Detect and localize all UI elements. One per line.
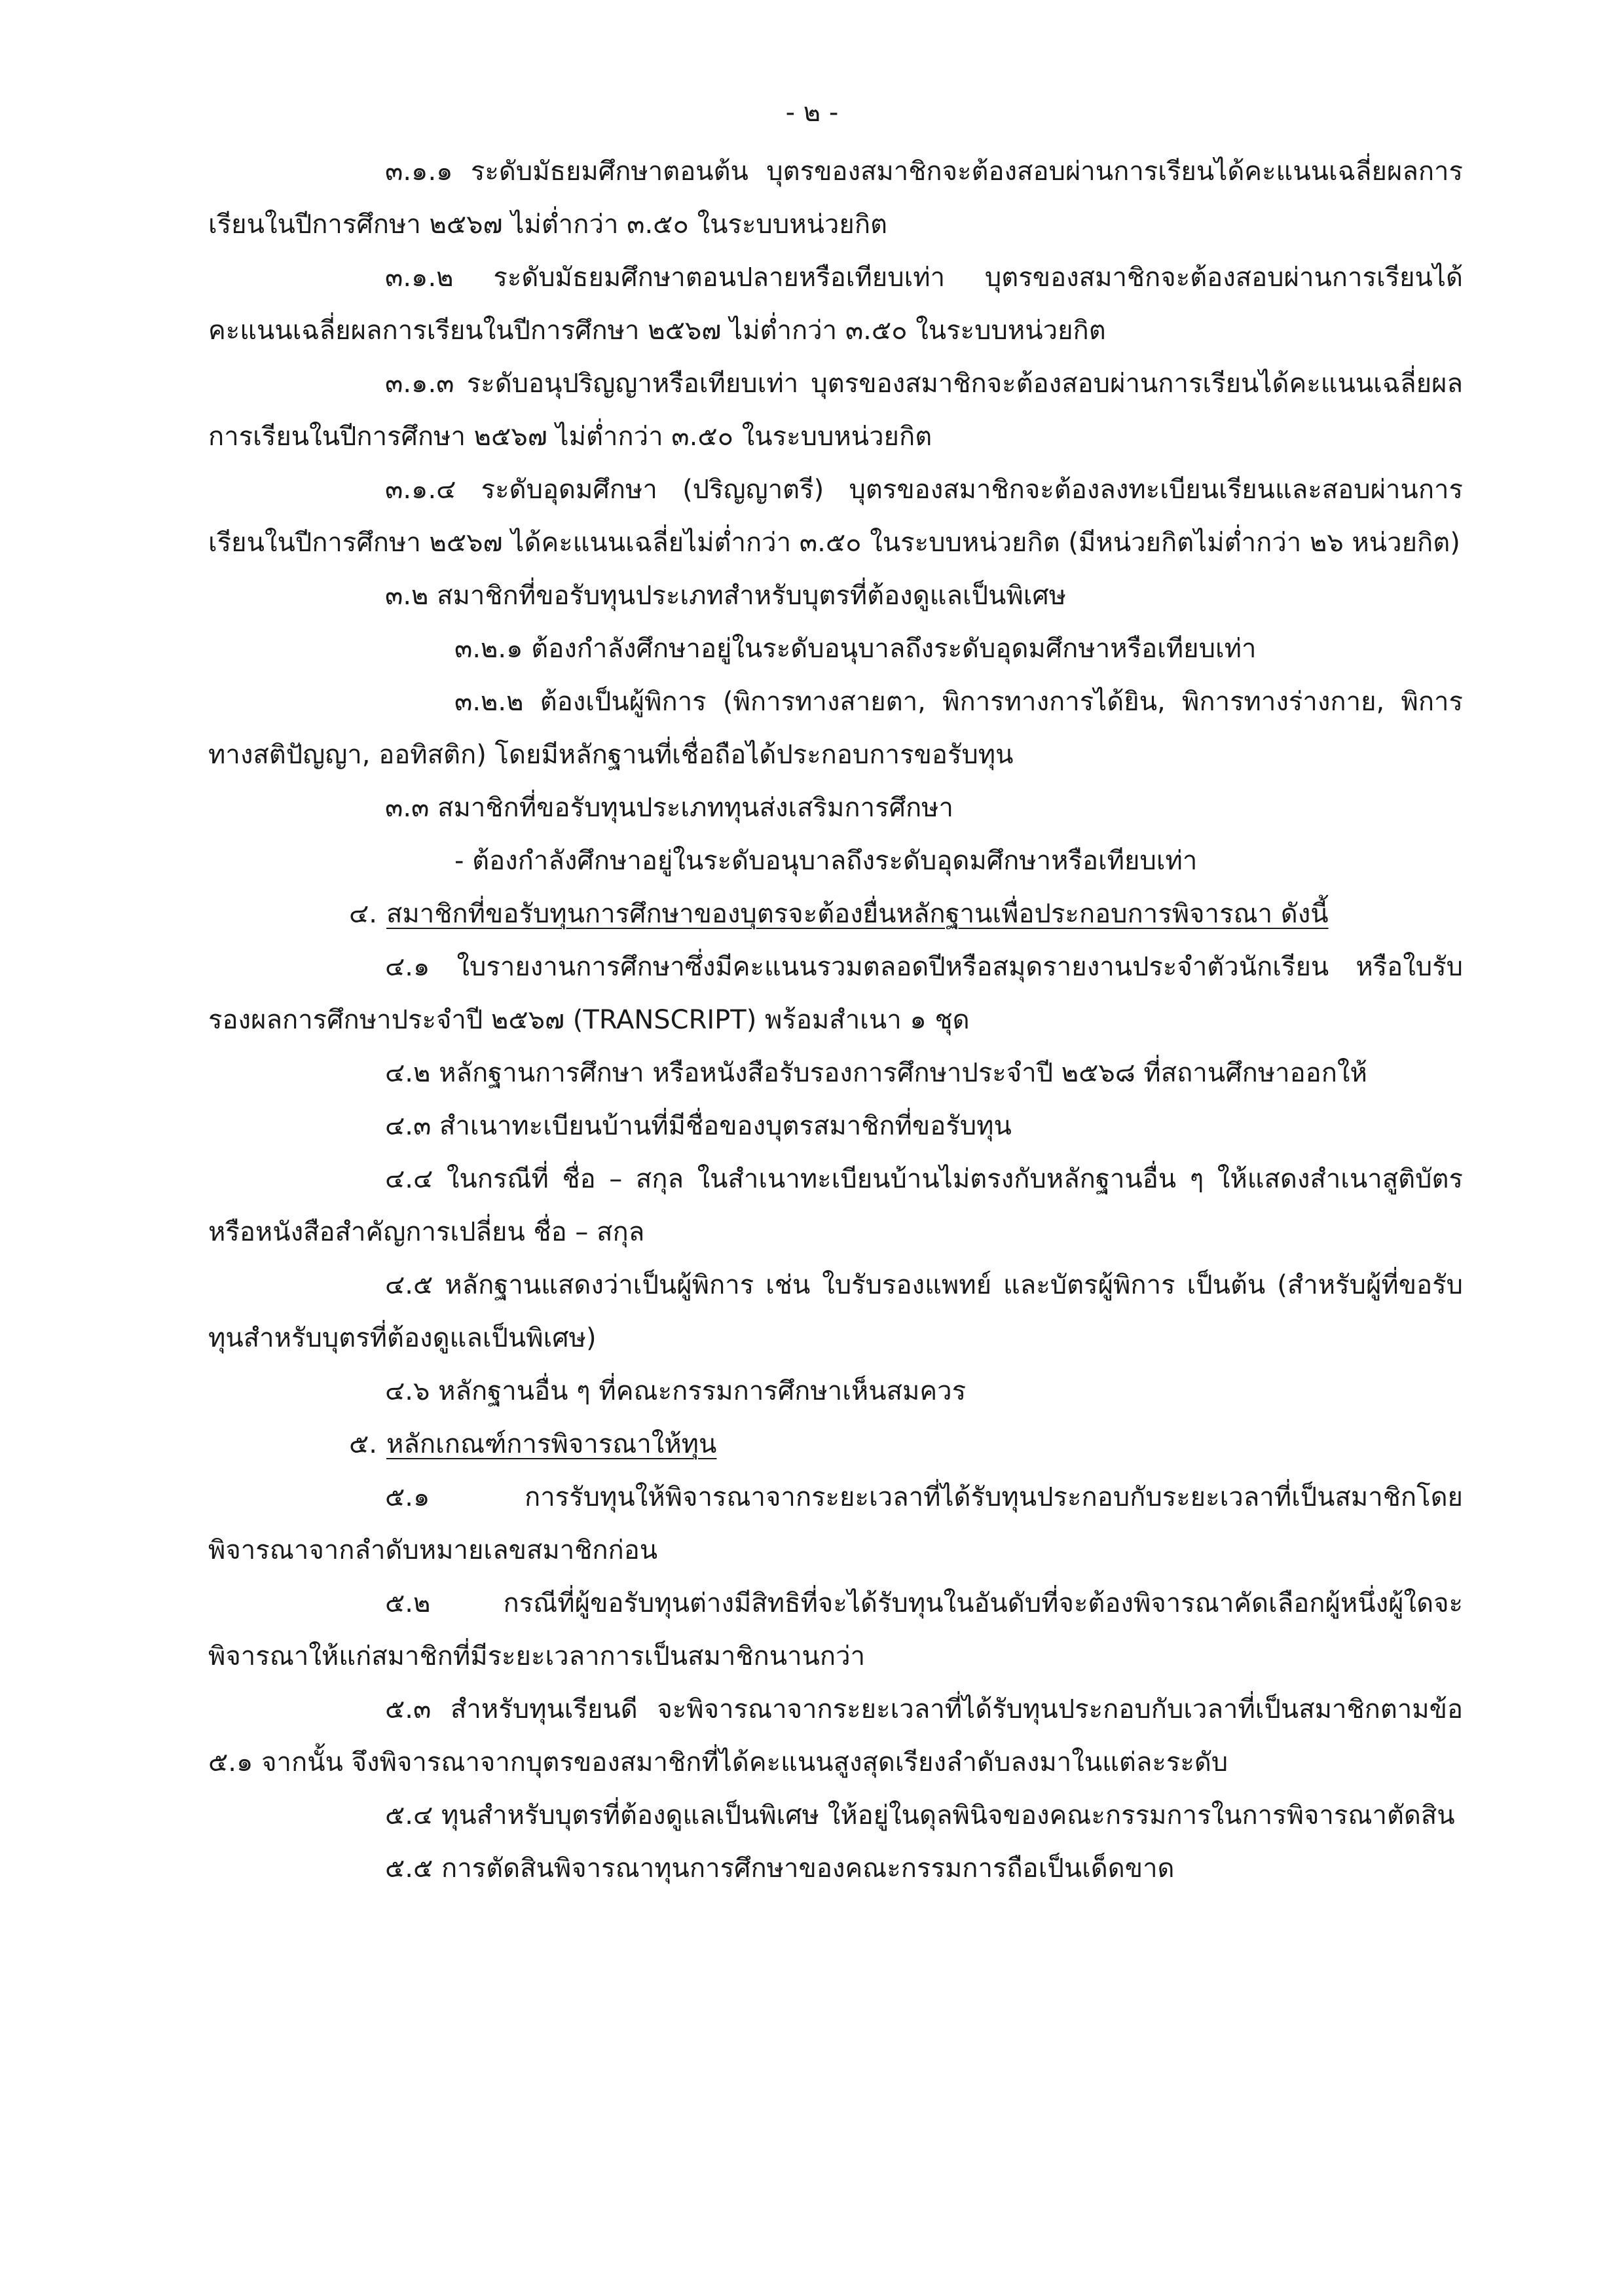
clause-4-4: ๔.๔ ในกรณีที่ ชื่อ – สกุล ในสำเนาทะเบียนบ้านไม่ตรงกับหลักฐานอื่น ๆ ให้แสดงสำเนาสูติบัตร หรือหนังสือสำคัญการเปลี่ยน ชื่อ – สกุล — [208, 1164, 1463, 1247]
clause-3-1-4: ๓.๑.๔ ระดับอุดมศึกษา (ปริญญาตรี) บุตรของสมาชิกจะต้องลงทะเบียนเรียนและสอบผ่านการเรียนในปีการศึกษา ๒๕๖๗ ได้คะแนนเฉลี่ยไม่ต่ำกว่า ๓.๕๐ ในระบบหน่วยกิต (มีหน่วยกิตไม่ต่ำกว่า ๒๖ หน่วยกิต) — [208, 475, 1463, 558]
section-5-title: หลักเกณฑ์การพิจารณาให้ทุน — [386, 1429, 717, 1459]
clause-5-5: ๕.๕ การตัดสินพิจารณาทุนการศึกษาของคณะกรรมการถือเป็นเด็ดขาด — [385, 1853, 1175, 1884]
section-5-heading — [208, 1418, 1463, 1471]
clause-4-2: ๔.๒ หลักฐานการศึกษา หรือหนังสือรับรองการศึกษาประจำปี ๒๕๖๘ ที่สถานศึกษาออกให้ — [385, 1058, 1367, 1088]
clause-4-1: ๔.๑ ใบรายงานการศึกษาซึ่งมีคะแนนรวมตลอดปีหรือสมุดรายงานประจำตัวนักเรียน หรือใบรับรองผลการศึกษาประจำปี ๒๕๖๗ (TRANSCRIPT) พร้อมสำเนา ๑ ชุด — [208, 952, 1463, 1035]
clause-3-1-1: ๓.๑.๑ ระดับมัธยมศึกษาตอนต้น บุตรของสมาชิกจะต้องสอบผ่านการเรียนได้คะแนนเฉลี่ยผลการเรียนในปีการศึกษา ๒๕๖๗ ไม่ต่ำกว่า ๓.๕๐ ในระบบหน่วยกิต — [208, 156, 1463, 240]
clause-3-1-3: ๓.๑.๓ ระดับอนุปริญญาหรือเทียบเท่า บุตรของสมาชิกจะต้องสอบผ่านการเรียนได้คะแนนเฉลี่ยผลการเรียนในปีการศึกษา ๒๕๖๗ ไม่ต่ำกว่า ๓.๕๐ ในระบบหน่วยกิต — [208, 369, 1463, 452]
section-4-heading — [208, 888, 1463, 941]
clause-3-3: ๓.๓ สมาชิกที่ขอรับทุนประเภททุนส่งเสริมการศึกษา — [385, 793, 954, 823]
clause-3-3-item: - ต้องกำลังศึกษาอยู่ในระดับอนุบาลถึงระดับอุดมศึกษาหรือเทียบเท่า — [454, 846, 1198, 876]
section-4-number: ๔. — [349, 899, 377, 929]
clause-5-4: ๕.๔ ทุนสำหรับบุตรที่ต้องดูแลเป็นพิเศษ ให้อยู่ในดุลพินิจของคณะกรรมการในการพิจารณาตัดสิน — [385, 1800, 1455, 1831]
clause-3-2-2: ๓.๒.๒ ต้องเป็นผู้พิการ (พิการทางสายตา, พิการทางการได้ยิน, พิการทางร่างกาย, พิการทางสติปัญญา, ออทิสติก) โดยมีหลักฐานที่เชื่อถือได้ประกอบการขอรับทุน — [208, 687, 1463, 770]
section-4-title: สมาชิกที่ขอรับทุนการศึกษาของบุตรจะต้องยื่นหลักฐานเพื่อประกอบการพิจารณา ดังนี้ — [386, 899, 1329, 929]
clause-5-1: ๕.๑ การรับทุนให้พิจารณาจากระยะเวลาที่ได้รับทุนประกอบกับระยะเวลาที่เป็นสมาชิกโดยพิจารณาจากลำดับหมายเลขสมาชิกก่อน — [208, 1482, 1463, 1565]
clause-5-3: ๕.๓ สำหรับทุนเรียนดี จะพิจารณาจากระยะเวลาที่ได้รับทุนประกอบกับเวลาที่เป็นสมาชิกตามข้อ ๕.๑ จากนั้น จึงพิจารณาจากบุตรของสมาชิกที่ได้คะแนนสูงสุดเรียงลำดับลงมาในแต่ละระดับ — [208, 1694, 1463, 1777]
clause-3-2: ๓.๒ สมาชิกที่ขอรับทุนประเภทสำหรับบุตรที่ต้องดูแลเป็นพิเศษ — [385, 581, 1067, 611]
section-5-number: ๕. — [349, 1429, 377, 1459]
page-number: - ๒ - — [785, 98, 839, 128]
clause-3-2-1: ๓.๒.๑ ต้องกำลังศึกษาอยู่ในระดับอนุบาลถึงระดับอุดมศึกษาหรือเทียบเท่า — [454, 634, 1257, 664]
document-body — [208, 145, 1463, 1895]
clause-5-2: ๕.๒ กรณีที่ผู้ขอรับทุนต่างมีสิทธิที่จะได้รับทุนในอันดับที่จะต้องพิจารณาคัดเลือกผู้หนึ่งผู้ใดจะพิจารณาให้แก่สมาชิกที่มีระยะเวลาการเป็นสมาชิกนานกว่า — [208, 1588, 1463, 1671]
clause-4-6: ๔.๖ หลักฐานอื่น ๆ ที่คณะกรรมการศึกษาเห็นสมควร — [385, 1376, 967, 1406]
clause-3-1-2: ๓.๑.๒ ระดับมัธยมศึกษาตอนปลายหรือเทียบเท่า บุตรของสมาชิกจะต้องสอบผ่านการเรียนได้คะแนนเฉลี่ยผลการเรียนในปีการศึกษา ๒๕๖๗ ไม่ต่ำกว่า ๓.๕๐ ในระบบหน่วยกิต — [208, 263, 1463, 346]
clause-4-5: ๔.๕ หลักฐานแสดงว่าเป็นผู้พิการ เช่น ใบรับรองแพทย์ และบัตรผู้พิการ เป็นต้น (สำหรับผู้ที่ขอรับทุนสำหรับบุตรที่ต้องดูแลเป็นพิเศษ) — [208, 1270, 1463, 1353]
clause-4-3: ๔.๓ สำเนาทะเบียนบ้านที่มีชื่อของบุตรสมาชิกที่ขอรับทุน — [385, 1111, 1012, 1141]
